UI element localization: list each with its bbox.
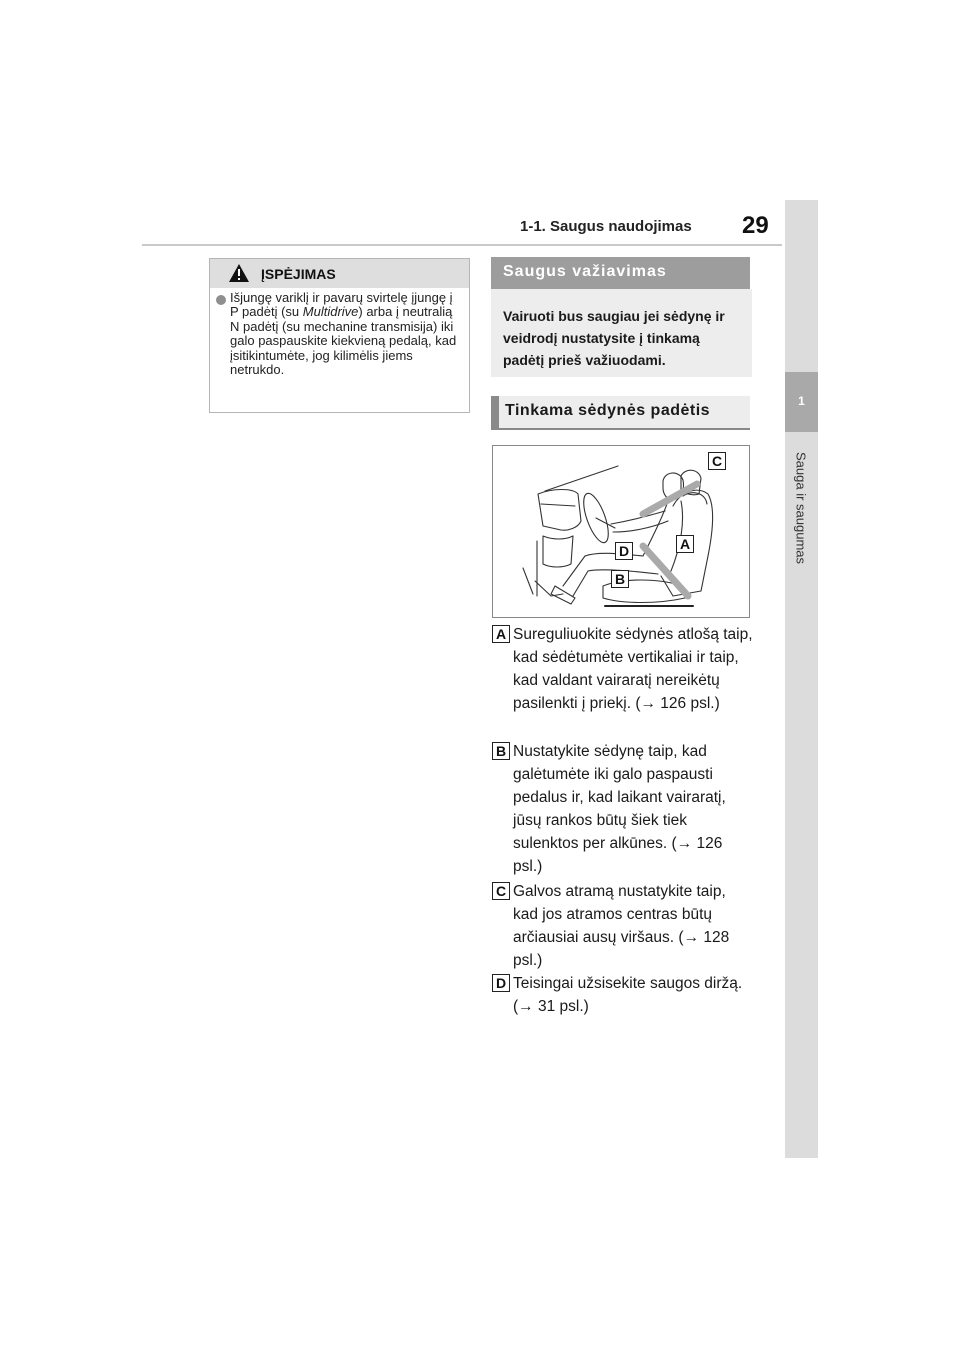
warning-text-part: ) arba į neutralią N padėtį (su mechanine transmisija) iki galo paspauskite kiekvieną pedalą, kad įsitikintumėte, jog kilimėlis jiems netrukdo. [230, 304, 457, 378]
warning-triangle-icon [228, 263, 250, 283]
chapter-number: 1 [798, 394, 805, 408]
figure-label-a: A [676, 535, 694, 553]
side-tab-strip [785, 200, 818, 1158]
item-label-c: C [492, 882, 510, 900]
item-label-a: A [492, 625, 510, 643]
safe-driving-heading: Saugus važiavimas [503, 263, 667, 280]
seat-position-illustration [492, 445, 750, 618]
section-title: 1-1. Saugus naudojimas [520, 218, 692, 235]
heading-accent [491, 396, 499, 430]
header-rule [142, 244, 782, 246]
item-text-c: Galvos atramą nustatykite taip, kad jos atramos centras būtų arčiausiai ausų viršaus. (→ 128 psl.) [513, 883, 730, 969]
warning-text-italic: Multidrive [302, 304, 359, 320]
safe-driving-heading-bar [491, 257, 750, 289]
warning-title: ĮSPĖJIMAS [261, 266, 336, 282]
page-number: 29 [742, 212, 769, 239]
item-text-b: Nustatykite sėdynę taip, kad galėtumėte iki galo paspausti pedalus ir, kad laikant vairaratį, jūsų rankos būtų šiek tiek sulenktos per alkūnes. (→ 126 psl.) [513, 743, 726, 875]
seat-position-heading-bar [491, 396, 750, 430]
warning-header [210, 259, 469, 288]
seat-position-heading: Tinkama sėdynės padėtis [505, 402, 711, 419]
item-text-a: Sureguliuokite sėdynės atlošą taip, kad sėdėtumėte vertikaliai ir taip, kad valdant vairaratį nereikėtų pasilenkti į priekį. (→ 126 psl.) [513, 626, 753, 712]
item-text-d: Teisingai užsisekite saugos diržą. (→ 31 psl.) [513, 975, 743, 1015]
figure-label-c: C [708, 452, 726, 470]
item-label-b: B [492, 742, 510, 760]
intro-text: Vairuoti bus saugiau jei sėdynę ir veidrodį nustatysite į tinkamą padėtį prieš važiuodami. [503, 308, 725, 368]
warning-text-part: Išjungę variklį ir pavarų svirtelę įjungę į P padėtį (su [230, 290, 453, 320]
driver-seat-drawing [493, 446, 749, 617]
warning-box [209, 258, 470, 413]
bullet-icon [216, 295, 226, 305]
warning-text [230, 291, 462, 377]
figure-label-b: B [611, 570, 629, 588]
item-label-d: D [492, 974, 510, 992]
intro-box [491, 289, 752, 377]
chapter-label: Sauga ir saugumas [793, 451, 809, 565]
figure-label-d: D [615, 542, 633, 560]
